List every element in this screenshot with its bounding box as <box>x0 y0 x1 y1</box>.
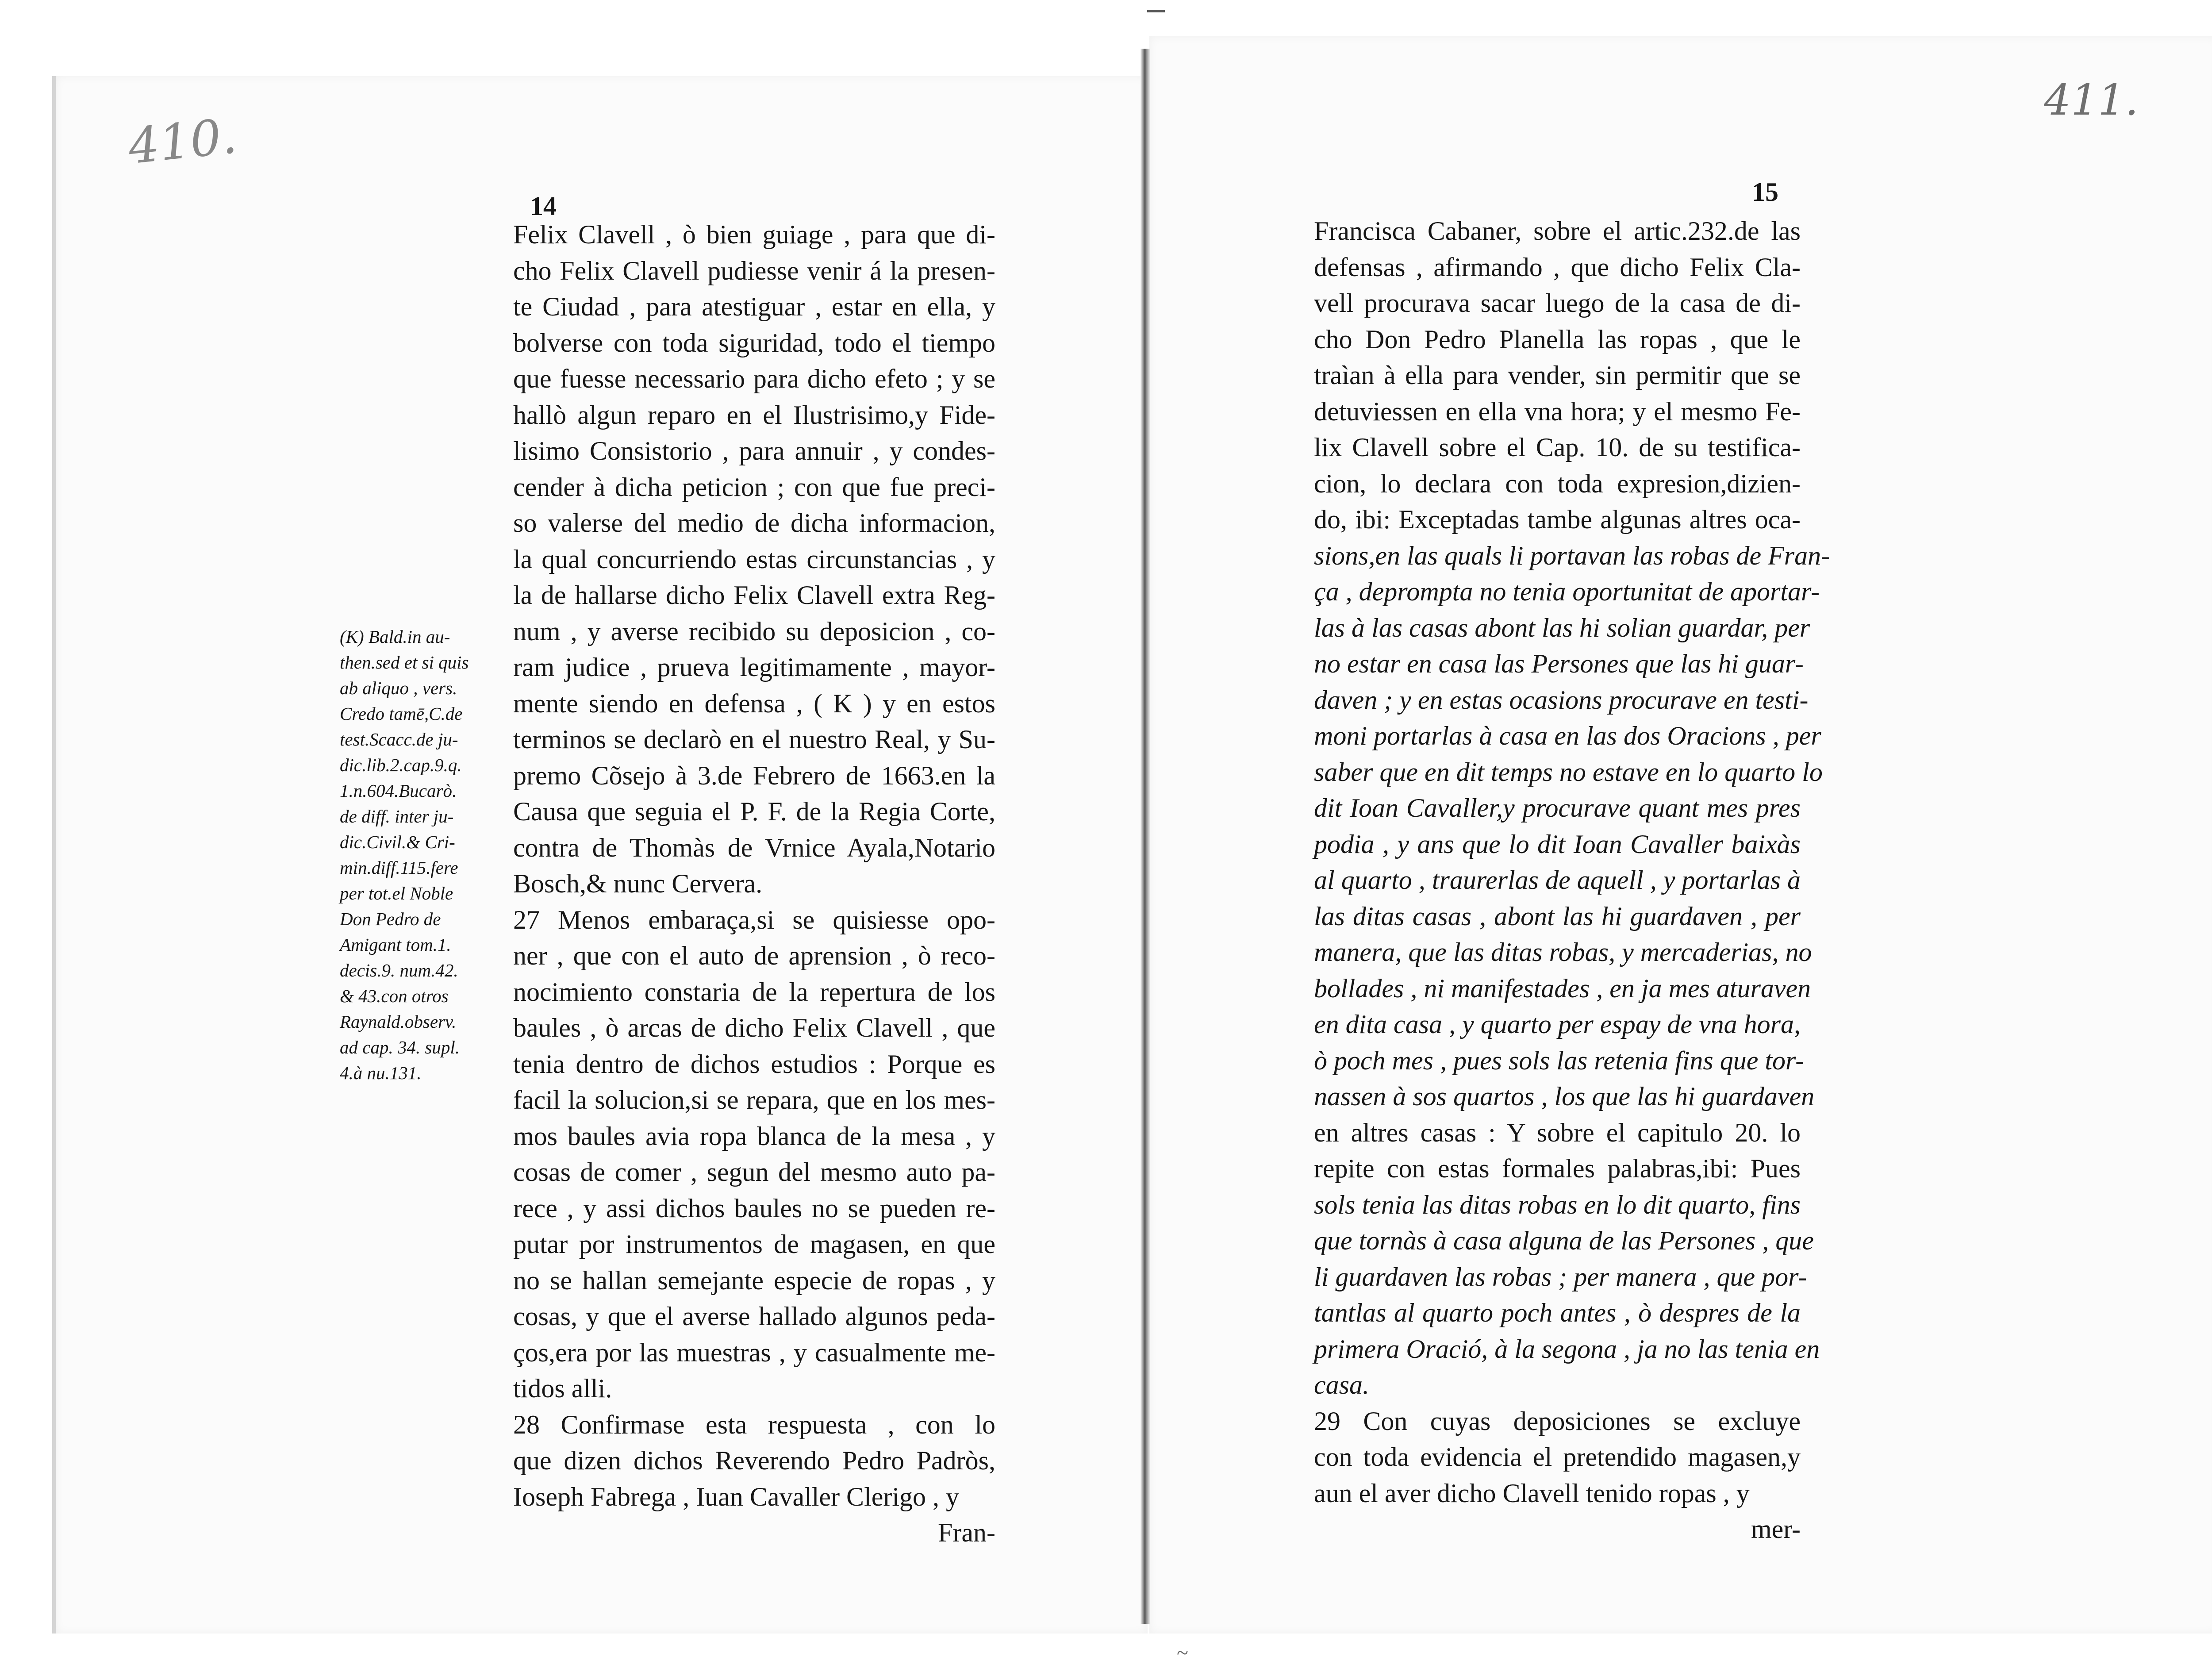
text-line: moni portarlas à casa en las dos Oracions , per <box>1314 721 1821 750</box>
text-line: 28 Confirmase esta respuesta , con lo <box>513 1410 995 1439</box>
text-line: primera Oració, à la segona , ja no las tenia en <box>1314 1334 1820 1364</box>
text-line: daven ; y en estas ocasions procurave en testi- <box>1314 685 1809 715</box>
text-line: lisimo Consistorio , para annuir , y condes- <box>513 436 995 465</box>
text-line: Causa que seguia el P. F. de la Regia Corte, <box>513 797 995 826</box>
bottom-edge-mark: ~ <box>1177 1641 1188 1664</box>
text-line: Fran- <box>938 1518 995 1547</box>
text-line: manera, que las ditas robas, y mercaderias, no <box>1314 938 1812 967</box>
text-line: ços,era por las muestras , y casualmente me- <box>513 1338 995 1367</box>
text-line: putar por instrumentos de magasen, en que <box>513 1230 995 1259</box>
text-line: en altres casas : Y sobre el capitulo 20. lo <box>1314 1118 1801 1147</box>
text-line: ram judice , prueva legitimamente , mayor- <box>513 653 995 682</box>
text-line: 29 Con cuyas deposiciones se excluye <box>1314 1406 1801 1436</box>
margin-note-line: min.diff.115.fere <box>340 857 458 878</box>
text-line: dit Ioan Cavaller,y procurave quant mes pres <box>1314 793 1801 823</box>
left-margin-note <box>340 624 479 1086</box>
text-line: en dita casa , y quarto per espay de vna hora, <box>1314 1010 1801 1039</box>
text-line: la de hallarse dicho Felix Clavell extra Reg- <box>513 580 995 610</box>
text-line: vell procurava sacar luego de la casa de di- <box>1314 288 1801 318</box>
margin-note-line: dic.Civil.& Cri- <box>340 832 455 852</box>
text-line: aun el aver dicho Clavell tenido ropas , y <box>1314 1478 1750 1508</box>
text-line: ner , que con el auto de aprension , ò reco- <box>513 941 995 970</box>
right-body-text <box>1314 213 1830 1548</box>
margin-note-line: (K) Bald.in au- <box>340 627 450 647</box>
text-line: tenia dentro de dichos estudios : Porque es <box>513 1049 995 1079</box>
text-line: tidos alli. <box>513 1374 612 1403</box>
text-line: contra de Thomàs de Vrnice Ayala,Notario <box>513 833 995 862</box>
text-line: mos baules avia ropa blanca de la mesa , y <box>513 1121 995 1151</box>
text-line: al quarto , traurerlas de aquell , y portarlas à <box>1314 865 1801 895</box>
text-line: sions,en las quals li portavan las robas de Fran- <box>1314 541 1830 570</box>
text-line: con toda evidencia el pretendido magasen,y <box>1314 1442 1801 1472</box>
text-line: no estar en casa las Persones que las hi guar- <box>1314 649 1804 678</box>
text-line: so valerse del medio de dicha informacion, <box>513 508 995 538</box>
text-line: las à las casas abont las hi solian guardar, per <box>1314 613 1810 642</box>
text-line: que dizen dichos Reverendo Pedro Padròs, <box>513 1446 995 1475</box>
right-page-number: 15 <box>1752 177 1778 207</box>
text-line: mer- <box>1751 1514 1801 1544</box>
text-line: sols tenia las ditas robas en lo dit quarto, fins <box>1314 1190 1801 1219</box>
text-line: defensas , afirmando , que dicho Felix Cla- <box>1314 252 1801 282</box>
left-page-number: 14 <box>530 192 557 221</box>
margin-note-line: per tot.el Noble <box>340 883 453 903</box>
text-line: Felix Clavell , ò bien guiage , para que di- <box>513 220 995 249</box>
text-line: cosas, y que el averse hallado algunos peda- <box>513 1302 995 1331</box>
text-line: 27 Menos embaraça,si se quisiesse opo- <box>513 905 995 934</box>
top-edge-mark <box>1147 10 1165 12</box>
text-line: cosas de comer , segun del mesmo auto pa- <box>513 1157 995 1187</box>
text-line: cion, lo declara con toda expresion,dizien- <box>1314 469 1801 498</box>
text-line: cender à dicha peticion ; con que fue preci- <box>513 472 995 502</box>
text-line: te Ciudad , para atestiguar , estar en ella, y <box>513 292 995 321</box>
margin-note-line: Amigant tom.1. <box>340 934 451 955</box>
margin-note-line: Don Pedro de <box>340 909 441 929</box>
book-gutter <box>1141 49 1150 1624</box>
text-line: lix Clavell sobre el Cap. 10. de su testifica- <box>1314 433 1801 462</box>
text-line: que tornàs à casa alguna de las Persones , que <box>1314 1226 1814 1255</box>
margin-note-line: dic.lib.2.cap.9.q. <box>340 755 462 775</box>
text-line: nassen à sos quartos , los que las hi guardaven <box>1314 1082 1815 1111</box>
text-line: bollades , ni manifestades , en ja mes aturaven <box>1314 973 1811 1003</box>
text-line: Ioseph Fabrega , Iuan Cavaller Clerigo , y <box>513 1482 960 1511</box>
text-line: tantlas al quarto poch antes , ò despres de la <box>1314 1298 1801 1327</box>
text-line: traìan à ella para vender, sin permitir que se <box>1314 361 1801 390</box>
text-line: rece , y assi dichos baules no se pueden re- <box>513 1193 995 1223</box>
margin-note-line: Credo tamē,C.de <box>340 703 463 724</box>
text-line: facil la solucion,si se repara, que en los mes- <box>513 1085 995 1115</box>
text-line: la qual concurriendo estas circunstancias , y <box>513 544 995 574</box>
margin-note-line: 4.à nu.131. <box>340 1063 422 1083</box>
text-line: cho Felix Clavell pudiesse venir á la presen- <box>513 256 995 285</box>
left-body-text <box>513 217 995 1551</box>
text-line: Bosch,& nunc Cervera. <box>513 869 763 898</box>
margin-note-line: test.Scacc.de ju- <box>340 729 458 750</box>
text-line: hallò algun reparo en el Ilustrisimo,y Fide- <box>513 400 995 430</box>
margin-note-line: de diff. inter ju- <box>340 806 454 826</box>
margin-note-line: decis.9. num.42. <box>340 960 458 980</box>
text-line: li guardaven las robas ; per manera , que por- <box>1314 1262 1807 1291</box>
right-handwritten-folio: 411. <box>2044 75 2139 125</box>
text-line: que fuesse necessario para dicho efeto ; y se <box>513 364 995 393</box>
text-line: baules , ò arcas de dicho Felix Clavell , que <box>513 1013 995 1042</box>
text-line: premo Cõsejo à 3.de Febrero de 1663.en la <box>513 761 995 790</box>
text-line: cho Don Pedro Planella las ropas , que le <box>1314 324 1801 354</box>
margin-note-line: ab aliquo , vers. <box>340 678 457 698</box>
text-line: num , y averse recibido su deposicion , co- <box>513 616 995 646</box>
text-line: Francisca Cabaner, sobre el artic.232.de las <box>1314 216 1801 246</box>
left-handwritten-folio: 410. <box>125 107 239 175</box>
text-line: nocimiento constaria de la repertura de los <box>513 977 995 1007</box>
text-line: casa. <box>1314 1370 1369 1399</box>
margin-note-line: & 43.con otros <box>340 986 449 1006</box>
text-line: terminos se declarò en el nuestro Real, y Su- <box>513 725 995 754</box>
text-line: ò poch mes , pues sols las retenia fins que tor- <box>1314 1045 1805 1075</box>
text-line: mente siendo en defensa , ( K ) y en estos <box>513 688 995 718</box>
text-line: no se hallan semejante especie de ropas , y <box>513 1265 995 1295</box>
margin-note-line: Raynald.observ. <box>340 1011 457 1032</box>
text-line: las ditas casas , abont las hi guardaven , per <box>1314 901 1801 931</box>
margin-note-line: then.sed et si quis <box>340 652 469 673</box>
margin-note-line: 1.n.604.Bucarò. <box>340 780 457 801</box>
text-line: repite con estas formales palabras,ibi: Pues <box>1314 1154 1801 1183</box>
text-line: do, ibi: Exceptadas tambe algunas altres oca- <box>1314 505 1801 534</box>
text-line: podia , y ans que lo dit Ioan Cavaller baixàs <box>1314 829 1801 859</box>
text-line: bolverse con toda siguridad, todo el tiempo <box>513 328 995 357</box>
text-line: detuviessen en ella vna hora; y el mesmo Fe- <box>1314 396 1801 426</box>
text-line: saber que en dit temps no estave en lo quarto lo <box>1314 757 1823 787</box>
text-line: ça , deprompta no tenia oportunitat de aportar- <box>1314 577 1820 606</box>
margin-note-line: ad cap. 34. supl. <box>340 1037 460 1057</box>
